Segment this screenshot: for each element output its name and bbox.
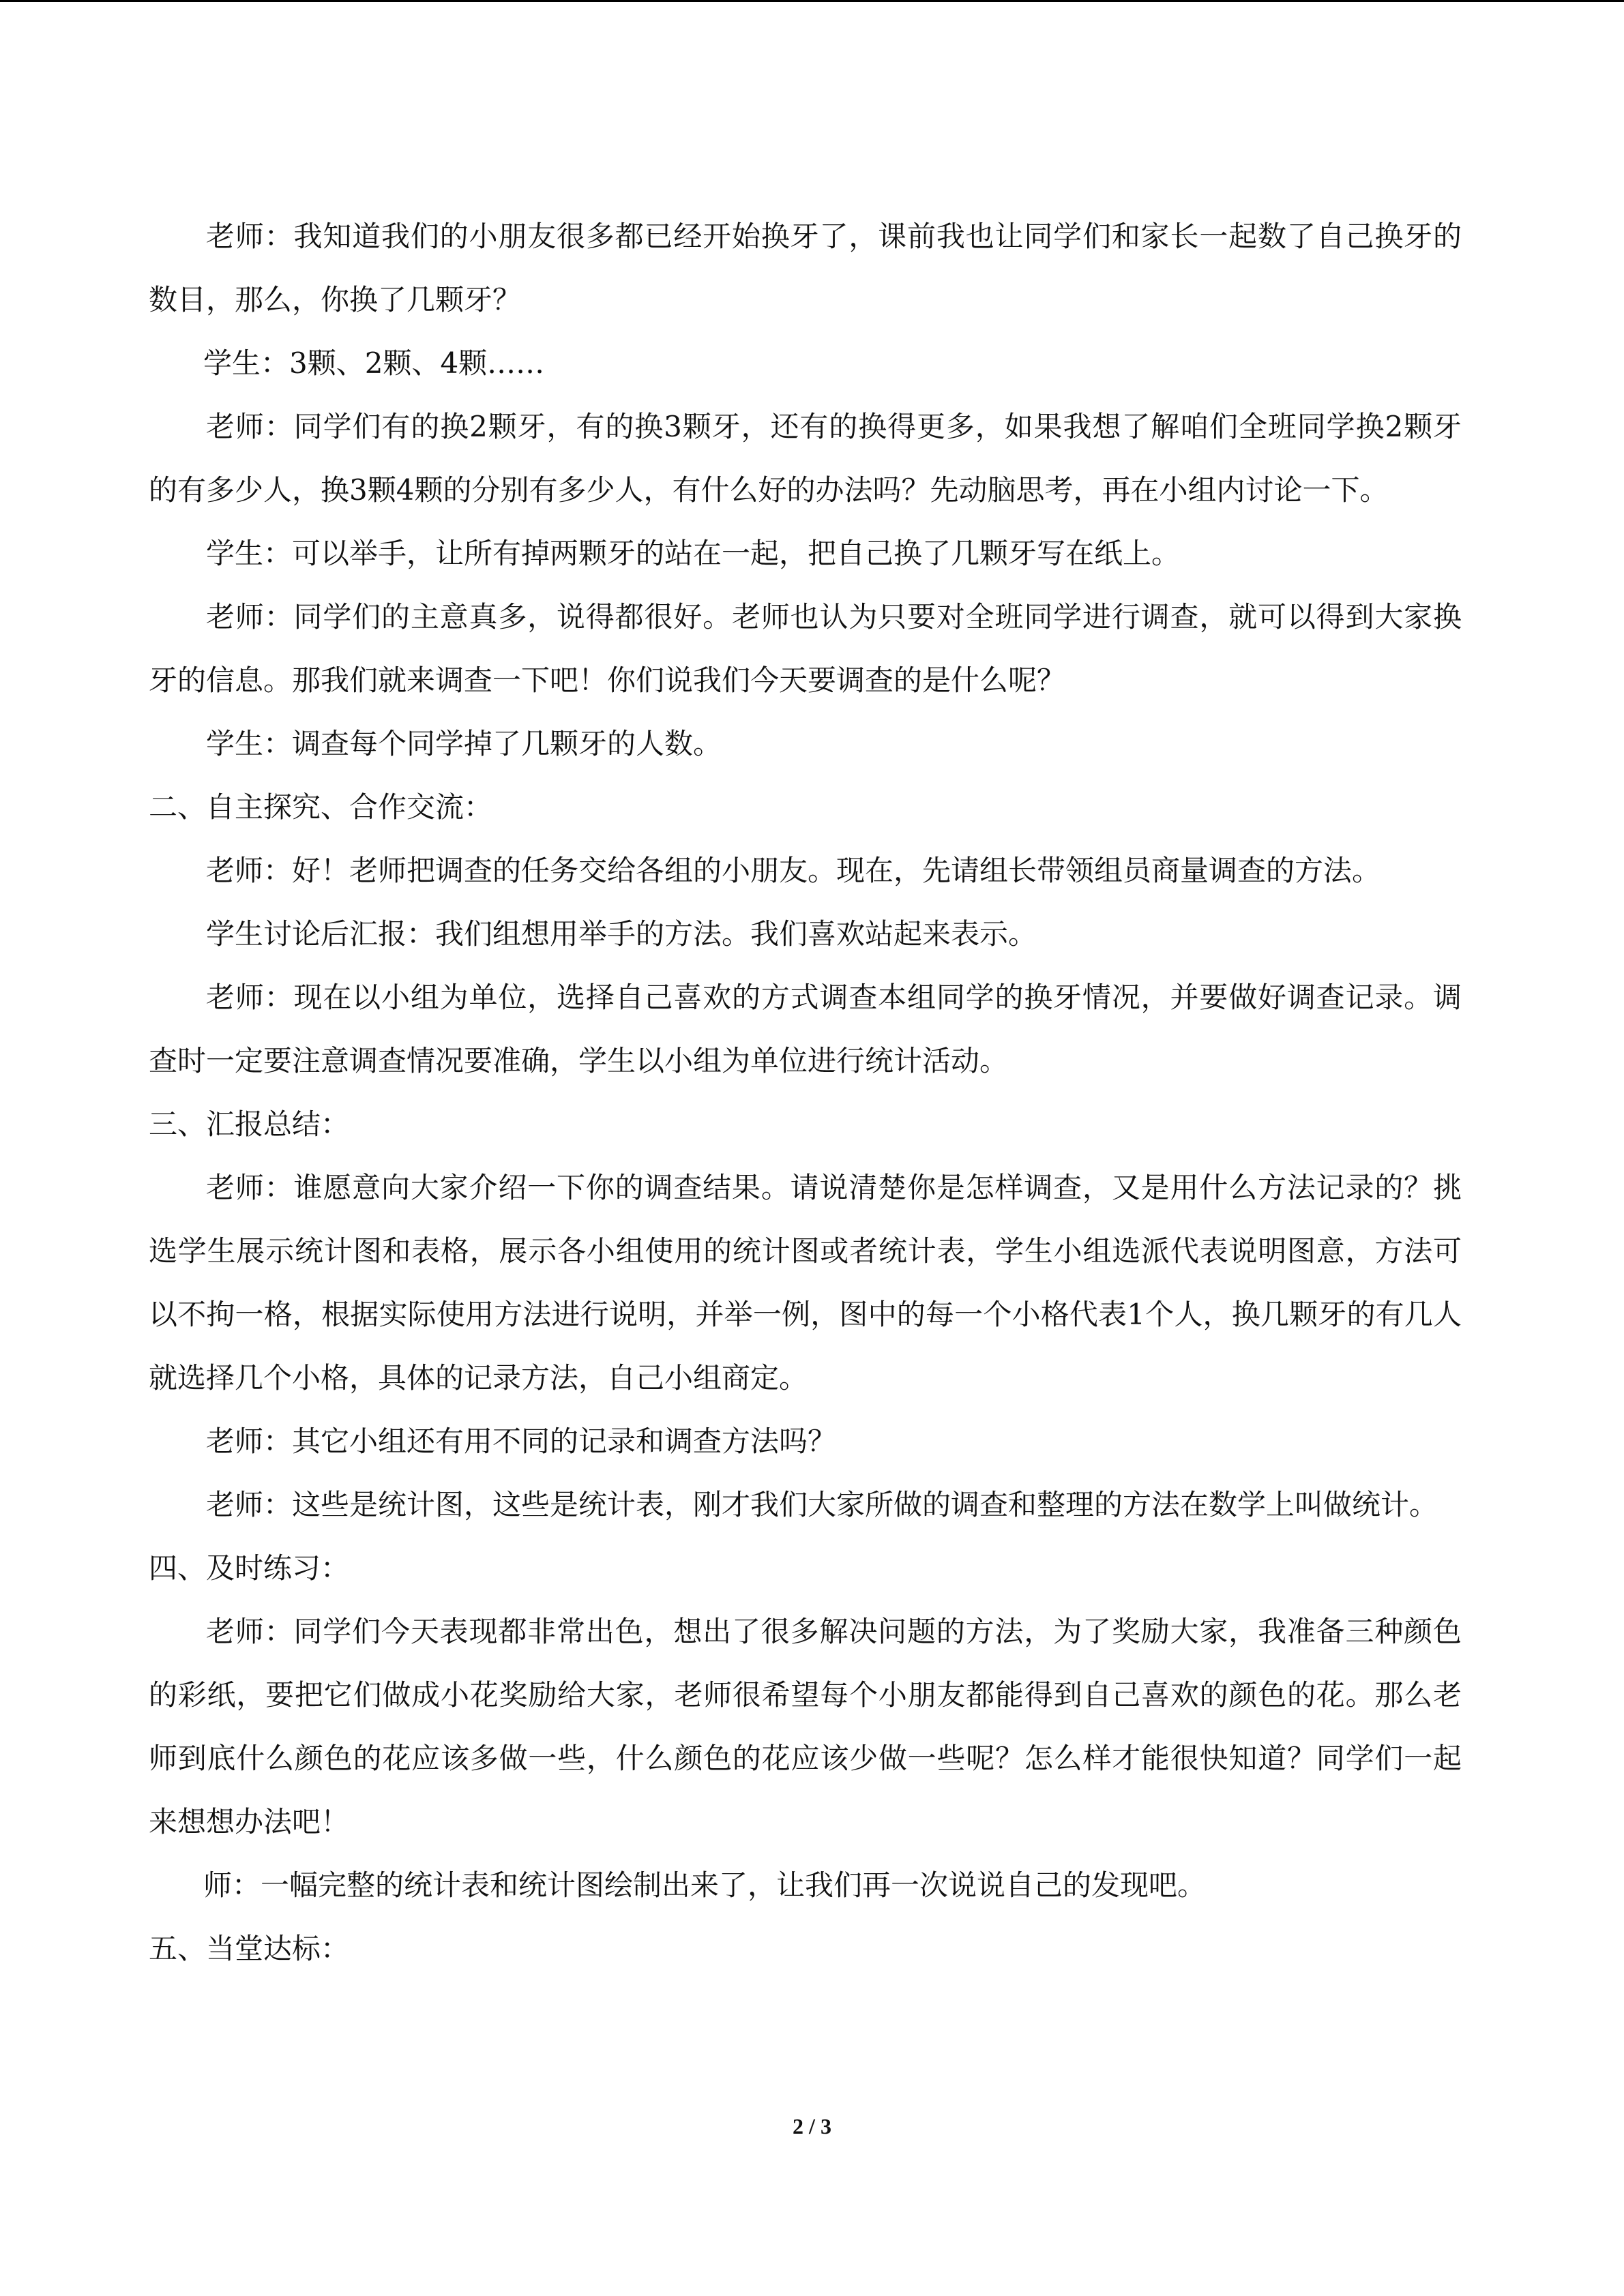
paragraph-student-group-report: 学生讨论后汇报：我们组想用举手的方法。我们喜欢站起来表示。: [206, 917, 1037, 951]
paragraph-teacher-good-ideas: 老师：同学们的主意真多，说得都很好。老师也认为只要对全班同学进行调查，就可以得到大家换牙的信息。那我们就来调查一下吧！你们说我们今天要调查的是什么呢？: [149, 600, 1462, 697]
paragraph-teacher-present-results: 老师：谁愿意向大家介绍一下你的调查结果。请说清楚你是怎样调查，又是用什么方法记录的？挑选学生展示统计图和表格，展示各小组使用的统计图或者统计表，学生小组选派代表说明图意，方法可以不拘一格，根据实际使用方法进行说明，并举一例，图中的每一个小格代表1个人，换几颗牙的有几人就选择几个小格，具体的记录方法，自己小组商定。: [149, 1171, 1462, 1395]
section-heading-summary: 三、汇报总结：: [149, 1107, 350, 1141]
paragraph-teacher-assign-task: 老师：好！老师把调查的任务交给各组的小朋友。现在，先请组长带领组员商量调查的方法。: [206, 854, 1381, 887]
top-border-line: [0, 0, 1624, 2]
page-number: 2 / 3: [793, 2114, 831, 2138]
document-body: [149, 205, 1462, 1980]
section-heading-explore: 二、自主探究、合作交流：: [149, 790, 493, 824]
paragraph-teacher-findings: 师：一幅完整的统计表和统计图绘制出来了，让我们再一次说说自己的发现吧。: [203, 1868, 1207, 1902]
paragraph-teacher-flower-reward: 老师：同学们今天表现都非常出色，想出了很多解决问题的方法，为了奖励大家，我准备三种颜色的彩纸，要把它们做成小花奖励给大家，老师很希望每个小朋友都能得到自己喜欢的颜色的花。那么老师到底什么颜色的花应该多做一些，什么颜色的花应该少做一些呢？怎么样才能很快知道？同学们一起来想想办法吧！: [149, 1615, 1462, 1838]
paragraph-teacher-group-survey: 老师：现在以小组为单位，选择自己喜欢的方式调查本组同学的换牙情况，并要做好调查记录。调查时一定要注意调查情况要准确，学生以小组为单位进行统计活动。: [149, 981, 1462, 1077]
paragraph-student-raise-hands: 学生：可以举手，让所有掉两颗牙的站在一起，把自己换了几颗牙写在纸上。: [206, 537, 1181, 570]
section-heading-assessment: 五、当堂达标：: [149, 1932, 350, 1965]
paragraph-teacher-statistics-definition: 老师：这些是统计图，这些是统计表，刚才我们大家所做的调查和整理的方法在数学上叫做统计。: [206, 1488, 1438, 1521]
paragraph-teacher-survey-method: 老师：同学们有的换2颗牙，有的换3颗牙，还有的换得更多，如果我想了解咱们全班同学换2颗牙的有多少人，换3颗4颗的分别有多少人，有什么好的办法吗？先动脑思考，再在小组内讨论一下。: [149, 410, 1462, 507]
paragraph-teacher-other-methods: 老师：其它小组还有用不同的记录和调查方法吗？: [206, 1425, 837, 1458]
paragraph-student-answer-counts: 学生：3颗、2颗、4颗……: [203, 346, 545, 380]
paragraph-teacher-tooth-question: 老师：我知道我们的小朋友很多都已经开始换牙了，课前我也让同学们和家长一起数了自己换牙的数目，那么，你换了几颗牙？: [149, 220, 1462, 316]
paragraph-student-survey-target: 学生：调查每个同学掉了几颗牙的人数。: [206, 727, 722, 760]
section-heading-practice: 四、及时练习：: [149, 1551, 350, 1585]
